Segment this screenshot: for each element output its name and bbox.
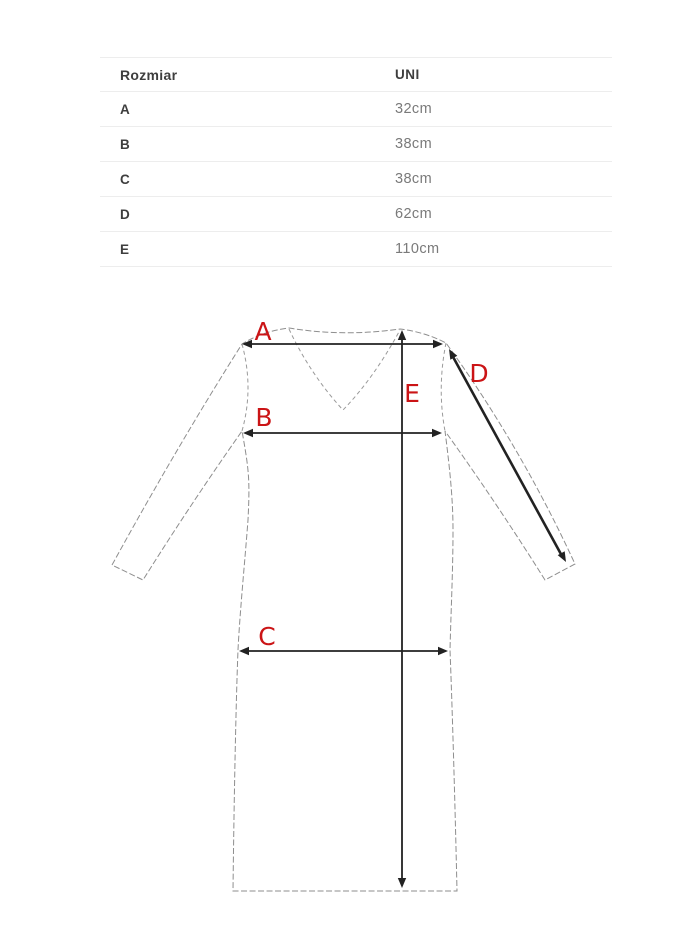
- v-neckline: [289, 329, 400, 410]
- row-value: 62cm: [395, 206, 433, 222]
- row-value: 32cm: [395, 101, 433, 117]
- row-value: 38cm: [395, 136, 433, 152]
- row-label: E: [120, 241, 130, 257]
- row-value: 38cm: [395, 171, 433, 187]
- measure-arrow-e: [398, 330, 406, 888]
- row-label: C: [120, 171, 131, 187]
- measure-arrow-d: [449, 349, 566, 562]
- row-label: B: [120, 136, 131, 152]
- label-c: C: [258, 622, 276, 651]
- label-d: D: [469, 359, 489, 388]
- label-a: A: [254, 317, 272, 346]
- right-armhole-seam: [441, 343, 446, 431]
- row-value: 110cm: [395, 241, 440, 257]
- left-armhole-seam: [242, 344, 248, 431]
- row-label: A: [120, 101, 131, 117]
- label-e: E: [404, 379, 420, 408]
- dress-outline: [112, 328, 575, 891]
- label-b: B: [255, 403, 273, 432]
- column-header-uni: UNI: [395, 67, 420, 82]
- measure-arrow-b: [243, 429, 442, 437]
- row-label: D: [120, 206, 131, 222]
- measure-arrow-a: [242, 340, 443, 348]
- column-header-rozmiar: Rozmiar: [120, 66, 178, 83]
